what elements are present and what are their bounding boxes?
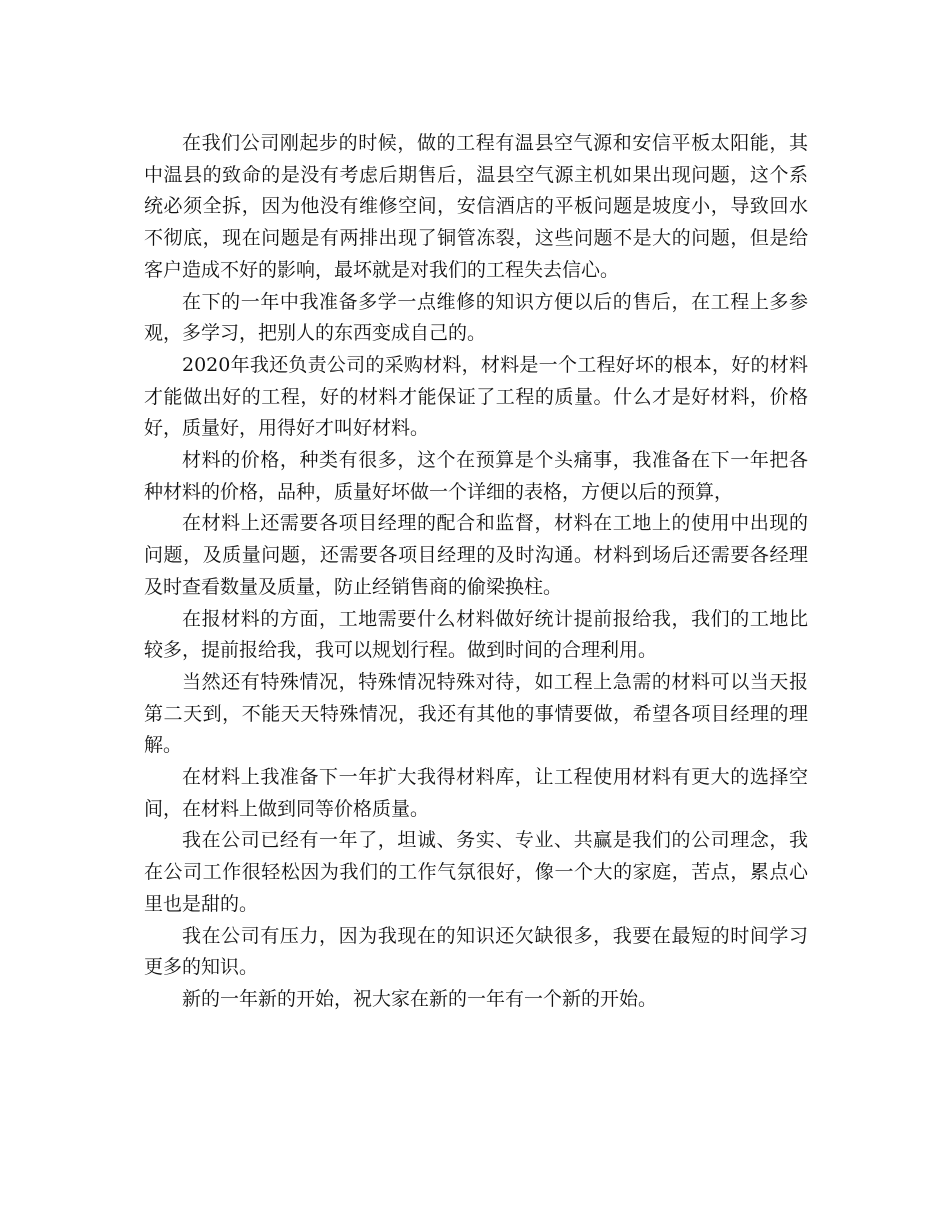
paragraph-1: 在我们公司刚起步的时候，做的工程有温县空气源和安信平板太阳能，其中温县的致命的是没有考虑后期售后，温县空气源主机如果出现问题，这个系统必须全拆，因为他没有维修空间，安信酒店的平板问题是坡度小，导致回水不彻底，现在问题是有两排出现了铜管冻裂，这些问题不是大的问题，但是给客户造成不好的影响，最坏就是对我们的工程失去信心。 [144,132,808,281]
paragraph-8: 在材料上我准备下一年扩大我得材料库，让工程使用材料有更大的选择空间，在材料上做到同等价格质量。 [144,766,808,820]
paragraph-6: 在报材料的方面，工地需要什么材料做好统计提前报给我，我们的工地比较多，提前报给我，我可以规划行程。做到时间的合理利用。 [144,607,808,662]
paragraph-4: 材料的价格，种类有很多，这个在预算是个头痛事，我准备在下一年把各种材料的价格，品种，质量好坏做一个详细的表格，方便以后的预算， [144,449,808,503]
paragraph-10: 我在公司有压力，因为我现在的知识还欠缺很多，我要在最短的时间学习更多的知识。 [144,924,808,979]
paragraph-9: 我在公司已经有一年了，坦诚、务实、专业、共赢是我们的公司理念，我在公司工作很轻松因为我们的工作气氛很好，像一个大的家庭，苦点，累点心里也是甜的。 [144,829,808,915]
paragraph-11: 新的一年新的开始，祝大家在新的一年有一个新的开始。 [182,987,658,1010]
paragraph-5: 在材料上还需要各项目经理的配合和监督，材料在工地上的使用中出现的问题，及质量问题，还需要各项目经理的及时沟通。材料到场后还需要各经理及时查看数量及质量，防止经销售商的偷梁换柱。 [144,512,808,598]
paragraph-7: 当然还有特殊情况，特殊情况特殊对待，如工程上急需的材料可以当天报第二天到，不能天天特殊情况，我还有其他的事情要做，希望各项目经理的理解。 [144,670,808,757]
paragraph-2: 在下的一年中我准备多学一点维修的知识方便以后的售后，在工程上多参观，多学习，把别人的东西变成自己的。 [144,290,808,345]
paragraph-3: 2020年我还负责公司的采购材料，材料是一个工程好坏的根本，好的材料才能做出好的工程，好的材料才能保证了工程的质量。什么才是好材料，价格好，质量好，用得好才叫好材料。 [144,353,808,440]
document-body [144,128,808,1016]
